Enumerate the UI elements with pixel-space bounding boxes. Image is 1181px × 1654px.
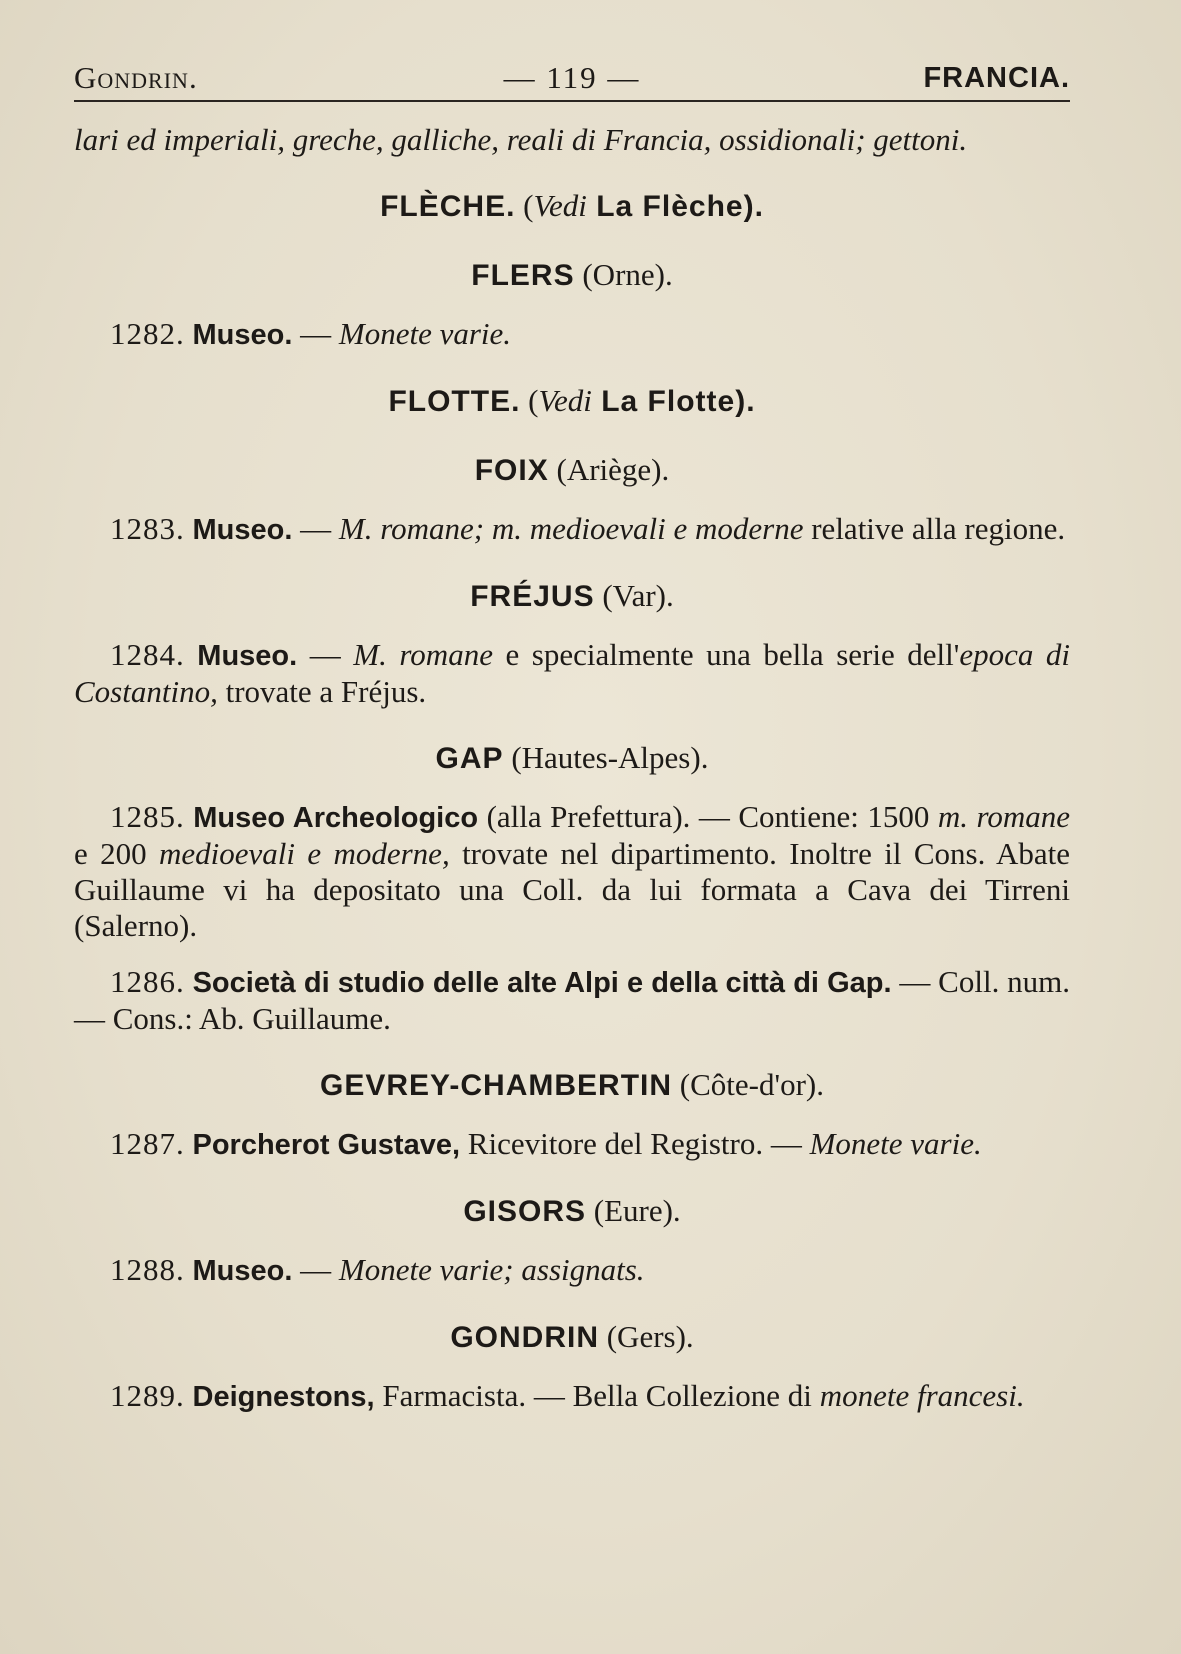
heading-gondrin: GONDRIN (Gers). [450,1319,694,1354]
continuation-text: lari ed imperiali, greche, galliche, reali di Francia, ossidionali; gettoni. [74,122,968,157]
entry-1284: 1284. Museo. — M. romane e specialmente una bella serie dell'epoca di Costantino, trovate a Fréjus. [74,637,1071,709]
page-number: — 119 — [503,60,641,95]
running-head-left: Gondrin. [74,60,198,95]
entry-1286: 1286. Società di studio delle alte Alpi e della città di Gap. — Coll. num. — Cons.: Ab. Guillaume. [74,964,1071,1036]
heading-flers: FLERS (Orne). [471,257,673,292]
heading-fleche: FLÈCHE. (Vedi La Flèche). [380,188,764,223]
page-content [74,56,1070,1415]
entry-1287: 1287. Porcherot Gustave, Ricevitore del Registro. — Monete varie. [110,1126,982,1161]
entry-1285: 1285. Museo Archeologico (alla Prefettura). — Contiene: 1500 m. romane e 200 medioevali e moderne, trovate nel dipartimento. Inoltre il Cons. Abate Guillaume vi ha depositato una Coll. da lui formata a Cava dei Tirreni (Salerno). [74,799,1071,943]
entry-1283: 1283. Museo. — M. romane; m. medioevali e moderne relative alla regione. [110,511,1066,546]
heading-frejus: FRÉJUS (Var). [470,578,674,613]
entry-1282: 1282. Museo. — Monete varie. [110,316,512,351]
entry-1288: 1288. Museo. — Monete varie; assignats. [110,1252,645,1287]
entry-1289: 1289. Deignestons, Farmacista. — Bella Collezione di monete francesi. [110,1378,1025,1413]
heading-gap: GAP (Hautes-Alpes). [435,740,709,775]
heading-gevrey-chambertin: GEVREY-CHAMBERTIN (Côte-d'or). [320,1067,824,1102]
running-head [74,56,1070,102]
heading-gisors: GISORS (Eure). [463,1193,681,1228]
heading-flotte: FLOTTE. (Vedi La Flotte). [388,383,756,418]
heading-foix: FOIX (Ariège). [474,452,670,487]
running-head-right: FRANCIA. [923,61,1070,94]
